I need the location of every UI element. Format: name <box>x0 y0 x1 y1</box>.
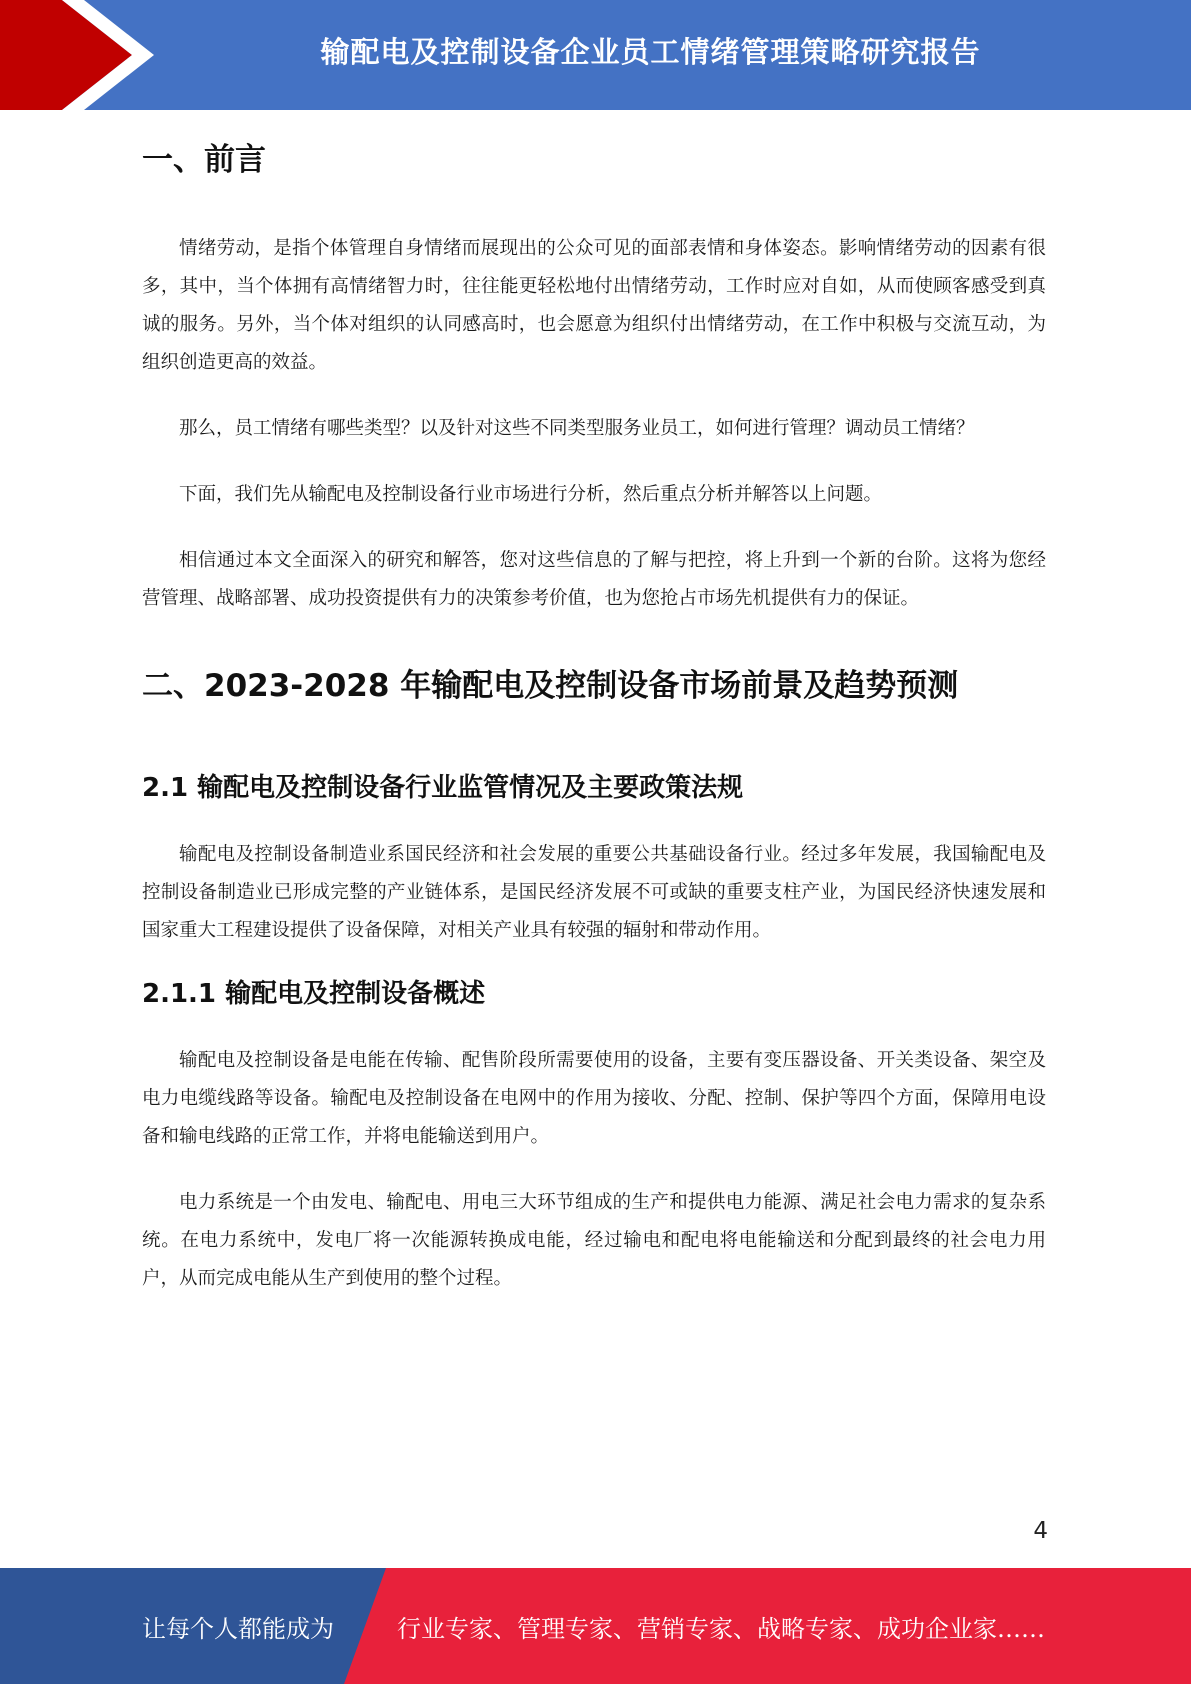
footer-slogan-right: 行业专家、管理专家、营销专家、战略专家、成功企业家…… <box>397 1614 1045 1643</box>
footer-slogan-left: 让每个人都能成为 <box>142 1614 334 1643</box>
subsection-heading-2-1: 2.1 输配电及控制设备行业监管情况及主要政策法规 <box>142 773 744 803</box>
subsection-heading-2-1-1: 2.1.1 输配电及控制设备概述 <box>142 979 486 1009</box>
header-arrow-graphic <box>0 0 160 110</box>
section-heading-preface: 一、前言 <box>142 142 266 178</box>
page-footer <box>0 1568 1191 1684</box>
paragraph: 输配电及控制设备制造业系国民经济和社会发展的重要公共基础设备行业。经过多年发展，我国输配电及控制设备制造业已形成完整的产业链体系，是国民经济发展不可或缺的重要支柱产业，为国民经济快速发展和国家重大工程建设提供了设备保障，对相关产业具有较强的辐射和带动作用。 <box>142 844 1046 941</box>
paragraph: 下面，我们先从输配电及控制设备行业市场进行分析，然后重点分析并解答以上问题。 <box>179 484 883 505</box>
page-number: 4 <box>1033 1518 1048 1544</box>
paragraph: 相信通过本文全面深入的研究和解答，您对这些信息的了解与把控，将上升到一个新的台阶。这将为您经营管理、战略部署、成功投资提供有力的决策参考价值，也为您抢占市场先机提供有力的保证。 <box>142 550 1046 609</box>
page-content <box>142 138 1046 1298</box>
section-heading-forecast: 二、2023-2028 年输配电及控制设备市场前景及趋势预测 <box>142 668 959 704</box>
paragraph: 输配电及控制设备是电能在传输、配售阶段所需要使用的设备，主要有变压器设备、开关类设备、架空及电力电缆线路等设备。输配电及控制设备在电网中的作用为接收、分配、控制、保护等四个方面，保障用电设备和输电线路的正常工作，并将电能输送到用户。 <box>142 1050 1046 1147</box>
page-header <box>0 0 1191 110</box>
paragraph: 那么，员工情绪有哪些类型？以及针对这些不同类型服务业员工，如何进行管理？调动员工情绪？ <box>179 418 975 439</box>
paragraph: 情绪劳动，是指个体管理自身情绪而展现出的公众可见的面部表情和身体姿态。影响情绪劳动的因素有很多，其中，当个体拥有高情绪智力时，往往能更轻松地付出情绪劳动，工作时应对自如，从而使顾客感受到真诚的服务。另外，当个体对组织的认同感高时，也会愿意为组织付出情绪劳动，在工作中积极与交流互动，为组织创造更高的效益。 <box>142 238 1046 373</box>
paragraph: 电力系统是一个由发电、输配电、用电三大环节组成的生产和提供电力能源、满足社会电力需求的复杂系统。在电力系统中，发电厂将一次能源转换成电能，经过输电和配电将电能输送和分配到最终的社会电力用户，从而完成电能从生产到使用的整个过程。 <box>142 1192 1046 1289</box>
document-title: 输配电及控制设备企业员工情绪管理策略研究报告 <box>320 34 981 69</box>
